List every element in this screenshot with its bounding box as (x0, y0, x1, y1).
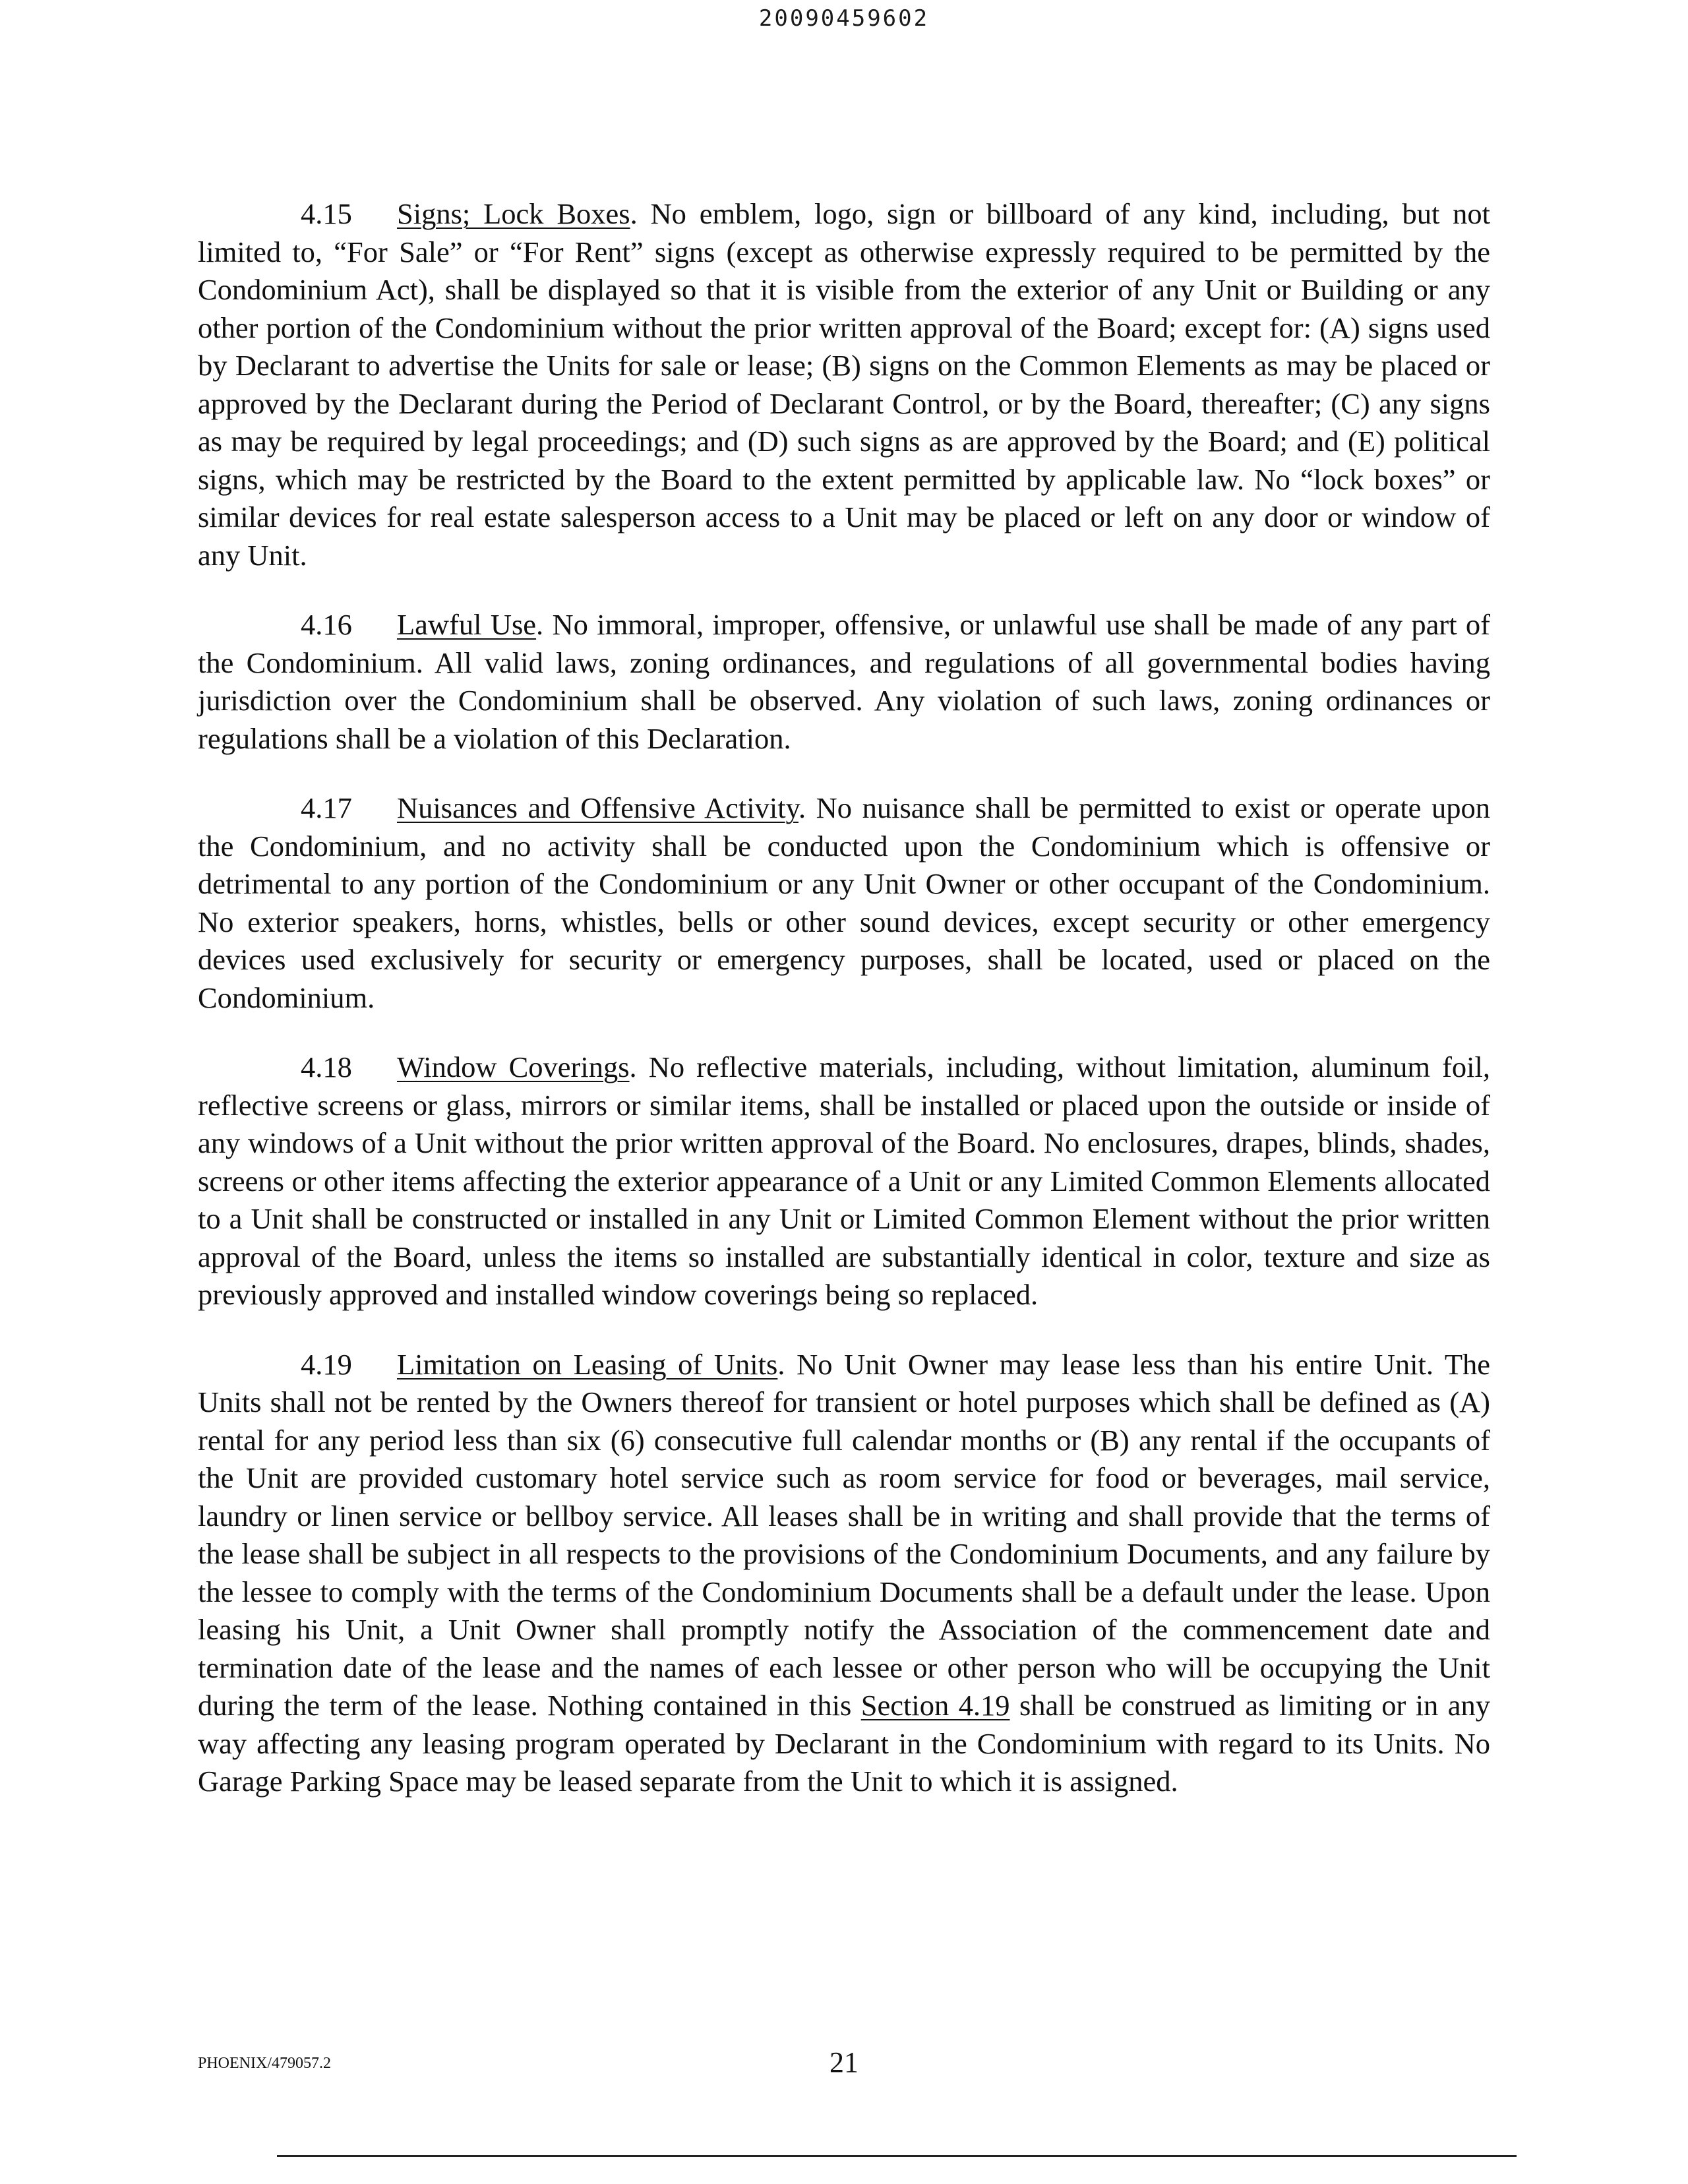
document-number: 20090459602 (758, 5, 930, 32)
section-4-18 (198, 1048, 1490, 1314)
section-text: . No emblem, logo, sign or billboard of any kind, including, but not limited to, “For Sale” or “For Rent” signs (except as otherwise expressly required to be permitted by the Condominium Act), shall be displayed so that it is visible from the exterior of any Unit or Building or any other portion of the Condominium without the prior written approval of the Board; except for: (A) signs used by Declarant to advertise the Units for sale or lease; (B) signs on the Common Elements as may be placed or approved by the Declarant during the Period of Declarant Control, or by the Board, thereafter; (C) any signs as may be required by legal proceedings; and (D) such signs as are approved by the Board; and (E) political signs, which may be restricted by the Board to the extent permitted by applicable law. No “lock boxes” or similar devices for real estate salesperson access to a Unit may be placed or left on any door or window of any Unit. (198, 197, 1490, 572)
section-title: Limitation on Leasing of Units (397, 1347, 778, 1381)
section-title: Nuisances and Offensive Activity (397, 791, 799, 824)
section-4-17 (198, 789, 1490, 1017)
footer-document-id: PHOENIX/479057.2 (198, 2055, 331, 2072)
section-number: 4.16 (301, 608, 352, 641)
section-number: 4.18 (301, 1050, 352, 1083)
footer-divider (277, 2155, 1517, 2157)
section-4-16 (198, 606, 1490, 758)
document-body (198, 195, 1490, 1833)
section-title: Signs; Lock Boxes (397, 197, 630, 230)
section-text: . No nuisance shall be permitted to exist or operate upon the Condominium, and no activity shall be conducted upon the Condominium which is offensive or detrimental to any portion of the Condominium or any Unit Owner or other occupant of the Condominium. No exterior speakers, horns, whistles, bells or other sound devices, except security or other emergency devices used exclusively for security or emergency purposes, shall be located, used or placed on the Condominium. (198, 791, 1490, 1014)
section-title: Window Coverings (397, 1050, 630, 1083)
section-number: 4.15 (301, 197, 352, 230)
section-text: . No immoral, improper, offensive, or unlawful use shall be made of any part of the Condominium. All valid laws, zoning ordinances, and regulations of all governmental bodies having jurisdiction over the Condominium shall be observed. Any violation of such laws, zoning ordinances or regulations shall be a violation of this Declaration. (198, 608, 1490, 755)
section-text-continued: shall be construed as limiting or in any way affecting any leasing program operated by Declarant in the Condominium with regard to its Units. No Garage Parking Space may be leased separate from the Unit to which it is assigned. (198, 1689, 1490, 1798)
section-title: Lawful Use (397, 608, 537, 641)
section-text: . No Unit Owner may lease less than his entire Unit. The Units shall not be rented by the Owners thereof for transient or hotel purposes which shall be defined as (A) rental for any period less than six (6) consecutive full calendar months or (B) any rental if the occupants of the Unit are provided customary hotel service such as room service for food or beverages, mail service, laundry or linen service or bellboy service. All leases shall be in writing and shall provide that the terms of the lease shall be subject in all respects to the provisions of the Condominium Documents, and any failure by the lessee to comply with the terms of the Condominium Documents shall be a default under the lease. Upon leasing his Unit, a Unit Owner shall promptly notify the Association of the commencement date and termination date of the lease and the names of each lessee or other person who will be occupying the Unit during the term of the lease. Nothing contained in this (198, 1347, 1490, 1722)
section-4-19 (198, 1346, 1490, 1801)
section-text: . No reflective materials, including, without limitation, aluminum foil, reflective screens or glass, mirrors or similar items, shall be installed or placed upon the outside or inside of any windows of a Unit without the prior written approval of the Board. No enclosures, drapes, blinds, shades, screens or other items affecting the exterior appearance of a Unit or any Limited Common Elements allocated to a Unit shall be constructed or installed in any Unit or Limited Common Element without the prior written approval of the Board, unless the items so installed are substantially identical in color, texture and size as previously approved and installed window coverings being so replaced. (198, 1050, 1490, 1311)
section-cross-reference: Section 4.19 (860, 1689, 1010, 1722)
section-4-15 (198, 195, 1490, 574)
section-number: 4.19 (301, 1347, 352, 1381)
section-number: 4.17 (301, 791, 352, 824)
page-number: 21 (829, 2046, 859, 2078)
